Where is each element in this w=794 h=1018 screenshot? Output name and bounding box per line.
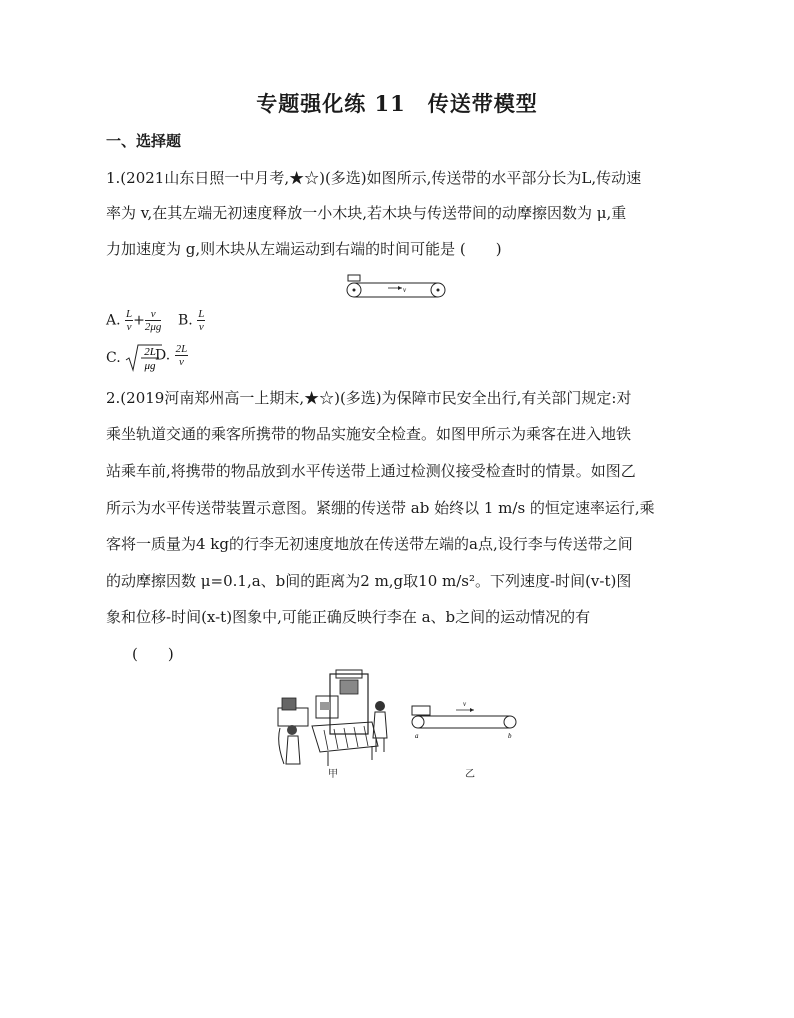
monitor-shape	[282, 698, 296, 710]
frac-den: 2μg	[144, 321, 162, 333]
operator-head	[287, 725, 297, 735]
q1-conveyor-figure	[342, 273, 450, 301]
q2-line-7: 象和位移-时间(x-t)图象中,可能正确反映行李在 a、b之间的运动情况的有	[106, 608, 591, 626]
frac-den: μg	[144, 360, 156, 372]
security-check-illustration	[272, 668, 392, 776]
q2-line-1: 2.(2019河南郑州高一上期末,★☆)(多选)为保障市民安全出行,有关部门规定:对	[106, 389, 632, 407]
operator-figure	[279, 728, 284, 764]
point-a-label: a	[415, 732, 419, 740]
frac-den: v	[198, 321, 204, 333]
option-d-fraction	[175, 343, 189, 368]
option-c-label: C.	[106, 350, 121, 366]
option-a-fraction-1	[125, 308, 133, 333]
plus-sign: +	[133, 312, 145, 329]
frac-num: 2L	[175, 343, 188, 355]
block-shape	[348, 275, 360, 281]
option-d-label: D.	[155, 347, 171, 364]
q1-option-d[interactable]	[155, 343, 188, 368]
velocity-arrowhead	[470, 708, 474, 712]
left-pulley-axle	[353, 289, 356, 292]
option-a-label: A.	[106, 312, 121, 329]
luggage-label	[320, 702, 330, 710]
q2-line-4: 所示为水平传送带装置示意图。紧绷的传送带 ab 始终以 1 m/s 的恒定速率运行,乘	[106, 499, 655, 517]
q2-line-2: 乘坐轨道交通的乘客所携带的物品实施安全检查。如图甲所示为乘客在进入地铁	[106, 425, 632, 443]
option-b-fraction	[197, 308, 205, 333]
figure-jia-caption: 甲	[328, 769, 338, 780]
luggage-block	[412, 706, 430, 715]
section-heading: 一、选择题	[106, 132, 182, 150]
page-title: 专题强化练 11 传送带模型	[256, 91, 538, 116]
right-pulley-axle	[437, 289, 440, 292]
figure-yi-caption: 乙	[465, 769, 475, 780]
velocity-label: v	[463, 700, 467, 708]
left-roller	[412, 716, 424, 728]
frac-num: 2L	[144, 346, 156, 358]
velocity-arrowhead	[398, 286, 402, 290]
q2-line-3: 站乘车前,将携带的物品放到水平传送带上通过检测仪接受检查时的情景。如图乙	[106, 462, 636, 480]
scanner-window	[340, 680, 358, 694]
option-b-label: B.	[178, 312, 193, 329]
passenger-head	[375, 701, 385, 711]
q2-answer-bracket: ( )	[132, 645, 174, 663]
frac-num: L	[198, 308, 205, 320]
option-a-fraction-2	[145, 308, 162, 333]
q2-line-5: 客将一质量为4 kg的行李无初速度地放在传送带左端的a点,设行李与传送带之间	[106, 535, 633, 553]
q1-line-2: 率为 v,在其左端无初速度释放一小木块,若木块与传送带间的动摩擦因数为 μ,重	[106, 204, 627, 222]
conveyor-schematic	[408, 700, 522, 740]
frac-den: v	[179, 356, 184, 368]
q1-option-b[interactable]	[178, 308, 205, 333]
point-b-label: b	[508, 732, 512, 740]
frac-den: v	[126, 321, 132, 333]
q2-line-6: 的动摩擦因数 μ=0.1,a、b间的距离为2 m,g取10 m/s²。下列速度-时间(v-t)图	[106, 572, 632, 590]
operator-desk	[278, 708, 308, 726]
q1-line-1: 1.(2021山东日照一中月考,★☆)(多选)如图所示,传送带的水平部分长为L,传动速	[106, 169, 642, 187]
velocity-label: v	[403, 286, 407, 294]
q1-line-3: 力加速度为 g,则木块从左端运动到右端的时间可能是 ( )	[106, 240, 502, 258]
frac-num: L	[126, 308, 133, 320]
frac-num: v	[145, 308, 162, 321]
q1-option-a[interactable]	[106, 308, 161, 333]
right-roller	[504, 716, 516, 728]
